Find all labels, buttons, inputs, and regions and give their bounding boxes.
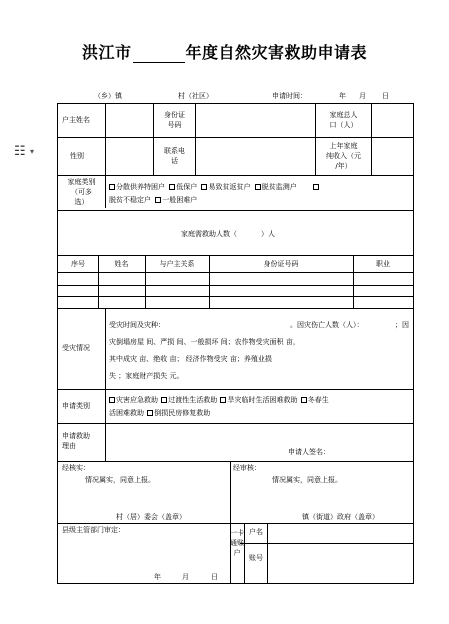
village-seal-label: 村（居）委会（盖章） (116, 513, 186, 521)
disaster-label: 受灾情况 (62, 344, 90, 352)
apply-type-label: 申请类别 (62, 402, 90, 410)
apply-month-label: 月 (359, 92, 366, 100)
account-name-field[interactable] (268, 524, 413, 542)
col-header-relation: 与户主关系 (159, 260, 195, 268)
contact-phone-field[interactable] (196, 138, 314, 174)
applicant-sign-label: 申请人签名： (288, 448, 330, 456)
account-number-field[interactable] (268, 544, 413, 582)
casualties-label: 。因灾伤亡人数（人）： (290, 321, 364, 329)
county-year-label: 年 (154, 573, 161, 581)
one-card-label: 一卡通账户 (230, 529, 244, 557)
town-review-label: 经审核： (233, 464, 261, 472)
apply-type-checkbox[interactable] (220, 397, 226, 403)
disaster-time-label: 受灾时间及灾种： (109, 321, 165, 329)
category-checkbox[interactable] (169, 184, 175, 190)
category-checkbox[interactable] (201, 184, 207, 190)
property-loss-text: 失 ；家庭财产损失 元。 (109, 372, 184, 380)
village-opinion-text: 情况属实，同意上报。 (85, 476, 155, 484)
account-name-label: 户名 (249, 528, 263, 536)
apply-reason-label: 申请救助 理由 (62, 432, 90, 450)
contact-phone-label: 联系电 话 (164, 147, 185, 165)
col-header-id-number: 身份证号码 (263, 260, 299, 268)
title-text: 年度自然灾害救助申请表 (185, 43, 368, 62)
apply-type-checkbox[interactable] (109, 397, 115, 403)
col-header-occupation: 职业 (376, 260, 390, 268)
household-size-label: 家庭总人 口（人） (329, 111, 358, 129)
page-title (0, 40, 449, 63)
account-number-label: 账号 (249, 554, 263, 562)
apply-type-checkbox[interactable] (301, 397, 307, 403)
apply-type-checkbox[interactable] (161, 397, 167, 403)
aid-count-label: 家庭需救助人数（ ）人 (181, 230, 275, 238)
application-form (57, 103, 414, 584)
category-checkbox[interactable] (255, 184, 261, 190)
county-approval-label: 县级主管部门审定： (62, 526, 125, 534)
col-header-name: 姓名 (114, 260, 129, 268)
apply-type-checkbox[interactable] (147, 410, 153, 416)
title-city: 洪江市 (81, 43, 132, 62)
family-category-label: 家庭类别 （可多 选） (67, 178, 96, 206)
year-blank[interactable] (133, 48, 185, 63)
category-options-line1: 分散供养特困户 低保户 易致贫返贫户 脱贫监测户 (109, 182, 320, 192)
town-seal-label: 镇（街道）政府（盖章） (302, 513, 379, 521)
town-opinion-text: 情况属实，同意上报。 (272, 476, 342, 484)
county-day-label: 日 (211, 573, 218, 581)
township-label: （乡）镇 (94, 92, 122, 100)
gender-field[interactable] (106, 138, 152, 174)
category-checkbox[interactable] (155, 197, 161, 203)
col-header-index: 序号 (71, 260, 85, 268)
category-checkbox[interactable] (313, 184, 319, 190)
document-panel-icon[interactable]: ☷ (14, 144, 26, 159)
apply-type-line2: 活困难救助 倒损民房修复救助 (109, 409, 211, 417)
last-year-income-label: 上年家庭 纯收入（元 /年） (326, 142, 361, 170)
casualties-tail: ；因 (395, 321, 409, 329)
household-head-name-label: 户主姓名 (62, 116, 90, 124)
id-number-label: 身份证 号码 (164, 111, 185, 129)
category-checkbox[interactable] (109, 184, 115, 190)
category-options-line2: 脱贫不稳定户 一般困难户 (109, 196, 198, 204)
apply-year-label: 年 (339, 92, 346, 100)
crop-damage-text: 其中成灾 亩、绝收 亩； 经济作物受灾 亩；养殖业损 (109, 355, 272, 363)
apply-type-line1: 灾害应急救助 过渡性生活救助 旱灾临时生活困难救助 冬春生 (109, 395, 329, 405)
village-verify-label: 经核实： (62, 464, 90, 472)
id-number-field[interactable] (196, 105, 314, 136)
gender-label: 性别 (70, 152, 84, 160)
apply-day-label: 日 (382, 92, 389, 100)
county-month-label: 月 (182, 573, 189, 581)
last-year-income-field[interactable] (372, 138, 412, 174)
chevron-down-icon[interactable]: ▾ (30, 147, 35, 156)
household-size-field[interactable] (372, 105, 412, 136)
household-head-name-field[interactable] (106, 105, 152, 136)
house-damage-text: 灾倒塌房屋 间、严损 间、一般损坏 间；农作物受灾面积 亩， (109, 338, 300, 346)
village-label: 村（社区） (178, 92, 213, 100)
apply-time-label: 申请时间： (272, 92, 307, 100)
